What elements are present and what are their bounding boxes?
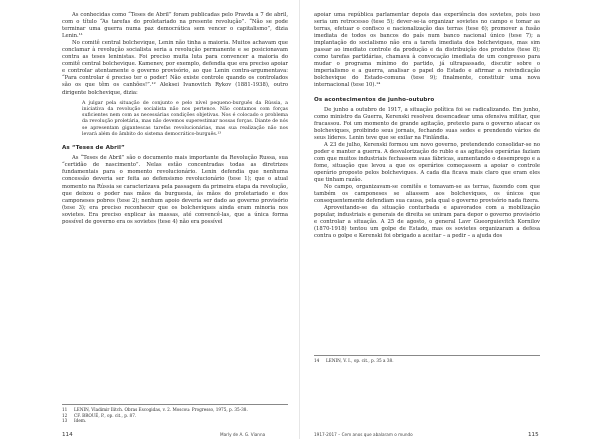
paragraph: De junho a outubro de 1917, a situação política foi se radicalizando. Em junho, como ministro da Guerra, Kerenski resolveu desencadear uma ofensiva militar, que fracassou. Foi um momento de grande agitação, pretexto para o governo atacar os bolcheviques, proibindo seus jornais, fechando suas sedes e prendendo vários de seus líderes. Lenin teve que se exilar na Finlândia. — [314, 106, 540, 141]
paragraph: Aproveitando-se da situação conturbada e apavorados com a mobilização popular, industriais e generais de direita se uniram para depor o governo provisório e controlar a situação. A 25 de agosto, o general Lavr Gueorguievitch Kornilov (1870-1918) tentou um golpe de Estado, mas os sovietes organizaram a defesa contra o golpe e Kerenski foi obrigado a aceitar – a pedir – a ajuda dos — [314, 205, 540, 240]
block-quote: A julgar pela situação de conjunto e pelo nível pequeno-burguês da Rússia, a iniciativa da revolução socialista não nos pertence. Não contamos com forças suficientes nem com as necessárias condições objetivas. Nos é colocado o problema da revolução proletária, mas não devemos superestimar nossas forças. Diante de nós se apresentam gigantescas tarefas revolucionárias, mas sua realização não nos levará além do âmbito do sistema democrático-burguês.¹³ — [82, 100, 288, 138]
running-footer-left: Marly de A. G. Vianna — [220, 432, 266, 437]
footnotes — [314, 355, 540, 364]
page-number-right: 115 — [528, 432, 539, 438]
right-page — [300, 0, 600, 439]
footnotes — [62, 404, 288, 424]
section-heading: Os acontecimentos de junho-outubro — [314, 96, 435, 103]
page-number-left: 114 — [62, 432, 73, 438]
paragraph: No comitê central bolchevique, Lenin não tinha a maioria. Muitos achavam que conclamar à revolução socialista seria a revolução permanente e se posicionavam contra as teses leninistas. Foi preciso muita luta para convencer a maioria do comitê central bolchevique. Kamenev, por exemplo, defendia que era preciso apoiar e controlar atentamente o governo provisório, ao que Lenin contra-argumentava: “Para controlar é preciso ter o poder! Não existe controle quando os controlados são os que têm os canhões!”.¹² Aleksei Ivanovitch Rykov (1881-1938), outro dirigente bolchevique, dizia: — [62, 40, 288, 96]
paragraph: As “Teses de Abril” são o documento mais importante da Revolução Russa, sua “certidão de nascimento”. Nelas estão concentradas todas as diretrizes fundamentais para o momento revolucionário. Lenin defendia que nenhuma concessão deveria ser feita ao defensismo revolucionário (tese 1); que o atual momento na Rússia se caracterizava pela passagem da primeira etapa da revolução, que deixou o poder nas mãos da burguesia, às mãos do proletariado e dos camponeses pobres (tese 2); nenhum apoio deveria ser dado ao governo provisório (tese 3); era preciso reconhecer que os bolcheviques ainda eram minoria nos sovietes. Era preciso explicar às massas, até convencê-las, que a única forma possível de governo era os sovietes (tese 4) não era possível — [62, 155, 288, 225]
paragraph: apoiar uma república parlamentar depois das experiência dos sovietes, pois isso seria um retrocesso (tese 5); dever-se-ia organizar sovietes no campo e tomar as terras, efetuar o confisco e nacionalização das terras (tese 6); promover a fusão imediata de todos os bancos do país num banco nacional único (tese 7); a implantação do socialismo não era a tarefa imediata dos bolcheviques, mas sim passar ao imediato controle da produção e da distribuição dos produtos (tese 8); como tarefas partidárias, chamava à convocação imediata de um congresso para mudar o programa mínimo do partido, já ultrapassado, discutir sobre o imperialismo e a guerra, analisar o papel do Estado e afirmar a reivindicação bolchevique do Estado-comuna (tese 9); finalmente, constituir uma nova internacional (tese 10).¹⁴ — [314, 12, 540, 89]
running-footer-right: 1917-2017 – Cem anos que abalaram o mundo — [314, 432, 413, 437]
footnote: 11 LENIN, Vladimir Ilitch. Obras Escogidas, v. 2. Moscou: Progresso, 1975, p. 35-38. — [62, 407, 248, 412]
footnote: 14 LENIN, V. I., op. cit., p. 35 a 38. — [314, 358, 394, 363]
paragraph: No campo, organizavam-se comitês e tomavam-se as terras, fazendo com que também os camponeses se aliassem aos bolcheviques, os únicos que consequentemente defendiam sua causa, pela qual o governo provisório nada fizera. — [314, 184, 540, 205]
section-heading: As “Teses de Abril” — [62, 145, 125, 152]
footnote: 13 Idem. — [62, 418, 87, 424]
paragraph: A 23 de julho, Kerenski formou um novo governo, pretendendo consolidar-se no poder e manter a guerra. A desvalorização do rublo e as agitações operárias faziam com que muitos industriais fechassem suas fábricas, aumentando o desemprego e a fome, situação que levou a que os operários começassem a apoiar o controle operário proposto pelos bolcheviques. A cada dia ficava mais claro que eram eles que tinham razão. — [314, 141, 540, 183]
paragraph: As conhecidas como “Teses de Abril” foram publicadas pelo Pravda a 7 de abril, com o título “As tarefas do proletariado na presente revolução”. “Não se pode terminar uma guerra numa paz democrática sem vencer o capitalismo”, dizia Lenin.¹¹ — [62, 12, 288, 40]
footnote: 12 CF. BROUÉ, P., op. cit., p. 87. — [62, 412, 137, 418]
